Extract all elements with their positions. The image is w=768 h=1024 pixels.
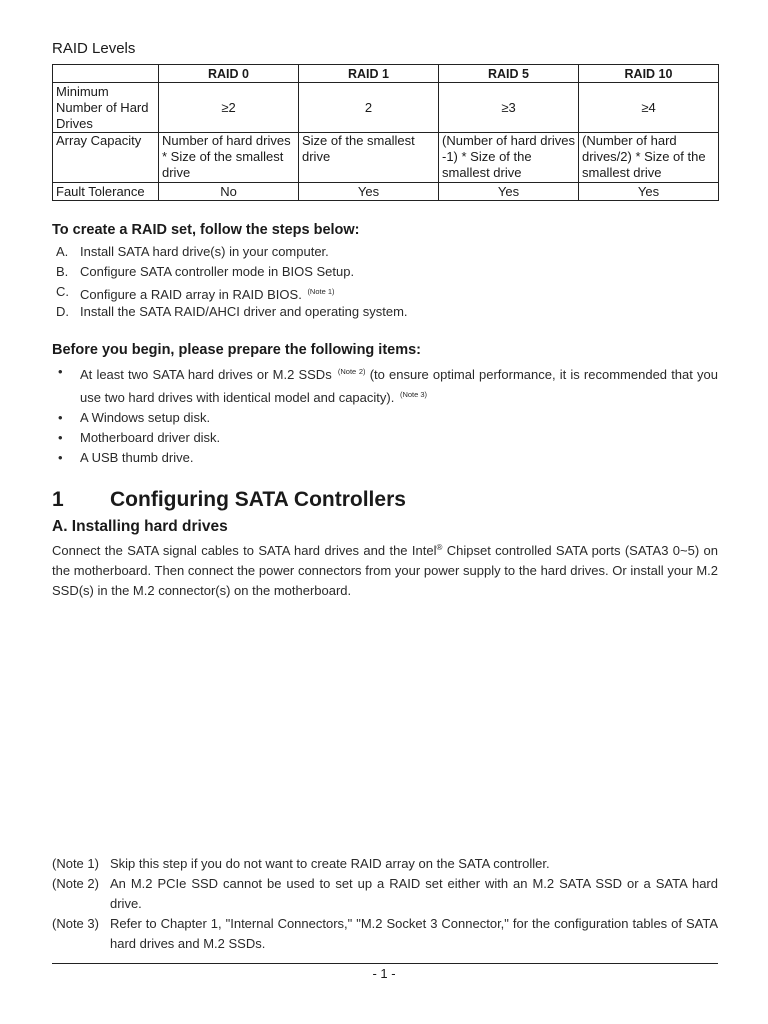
- table-row: [53, 183, 719, 201]
- list-text-part: At least two SATA hard drives or M.2 SSDs: [80, 367, 332, 382]
- footnote: [52, 914, 718, 954]
- list-text-part: (to ensure optimal performance, it is recommended that you use two hard drives with identical model and capacity).: [80, 367, 718, 405]
- note-reference: (Note 2): [337, 367, 366, 376]
- footnote-text: An M.2 PCIe SSD cannot be used to set up a RAID set either with an M.2 SATA SSD or a SATA hard drive.: [110, 876, 718, 911]
- bullet-marker: •: [58, 364, 63, 379]
- list-text: Install SATA hard drive(s) in your computer.: [80, 244, 329, 259]
- table-header-cell: RAID 0: [159, 65, 299, 83]
- table-cell: ≥2: [159, 83, 299, 133]
- list-text: A USB thumb drive.: [80, 450, 194, 465]
- table-row: [53, 133, 719, 183]
- section-title: Configuring SATA Controllers: [110, 488, 406, 511]
- footnote: [52, 854, 718, 874]
- list-text: Install the SATA RAID/AHCI driver and operating system.: [80, 304, 408, 319]
- table-header-cell: RAID 1: [299, 65, 439, 83]
- table-cell: ≥3: [439, 83, 579, 133]
- raid-levels-heading: RAID Levels: [52, 40, 136, 57]
- table-cell: Size of the smallest drive: [299, 133, 439, 183]
- footnote-text: Skip this step if you do not want to create RAID array on the SATA controller.: [110, 856, 550, 871]
- list-text: [80, 362, 718, 408]
- steps-list: [52, 242, 718, 322]
- list-item: [52, 242, 718, 262]
- body-paragraph: [52, 538, 718, 601]
- row-label: Minimum Number of Hard Drives: [53, 83, 159, 133]
- footnote-label: (Note 1): [52, 856, 99, 871]
- paragraph-text: Chipset controlled SATA ports (SATA3 0~5) on the motherboard. Then connect the power connectors from your power supply to the hard drives. Or install your M.2 SSD(s) in the M.2 connector(s) on the motherboard.: [52, 543, 718, 598]
- section-heading: [52, 488, 406, 512]
- row-label: Array Capacity: [53, 133, 159, 183]
- footnote-text: Refer to Chapter 1, "Internal Connectors," "M.2 Socket 3 Connector," for the configuration tables of SATA hard drives and M.2 SSDs.: [110, 916, 718, 951]
- table-header-cell: RAID 10: [579, 65, 719, 83]
- raid-levels-table: [52, 64, 719, 201]
- table-cell: Yes: [299, 183, 439, 201]
- footnote: [52, 874, 718, 914]
- list-marker: D.: [56, 304, 69, 319]
- list-item: [52, 262, 718, 282]
- table-cell: 2: [299, 83, 439, 133]
- table-cell: ≥4: [579, 83, 719, 133]
- list-text: A Windows setup disk.: [80, 410, 211, 425]
- prepare-list: [52, 362, 718, 468]
- list-text: Configure SATA controller mode in BIOS Setup.: [80, 264, 355, 279]
- list-item: [52, 282, 718, 302]
- footnote-label: (Note 3): [52, 916, 99, 931]
- list-text: Motherboard driver disk.: [80, 430, 221, 445]
- footer-divider: [52, 963, 718, 964]
- list-item: [52, 428, 718, 448]
- bullet-marker: •: [58, 410, 63, 425]
- prepare-heading: Before you begin, please prepare the following items:: [52, 342, 422, 358]
- list-item: [52, 448, 718, 468]
- subsection-heading: A. Installing hard drives: [52, 518, 228, 535]
- table-header-row: [53, 65, 719, 83]
- note-reference: (Note 1): [307, 287, 335, 296]
- row-label: Fault Tolerance: [53, 183, 159, 201]
- table-cell: (Number of hard drives -1) * Size of the smallest drive: [439, 133, 579, 183]
- note-reference: (Note 3): [399, 390, 428, 399]
- list-item: [52, 362, 718, 408]
- steps-heading: To create a RAID set, follow the steps below:: [52, 222, 360, 238]
- footnote-label: (Note 2): [52, 876, 99, 891]
- table-cell: Yes: [579, 183, 719, 201]
- section-number: 1: [52, 488, 64, 511]
- list-item: [52, 408, 718, 428]
- table-cell: No: [159, 183, 299, 201]
- footnotes: [52, 854, 718, 954]
- table-header-cell: [53, 65, 159, 83]
- list-marker: A.: [56, 244, 69, 259]
- bullet-marker: •: [58, 430, 63, 445]
- page-number: - 1 -: [372, 966, 396, 981]
- list-text: Configure a RAID array in RAID BIOS.: [80, 287, 302, 302]
- table-cell: Number of hard drives * Size of the smallest drive: [159, 133, 299, 183]
- table-header-cell: RAID 5: [439, 65, 579, 83]
- table-cell: (Number of hard drives/2) * Size of the smallest drive: [579, 133, 719, 183]
- list-marker: B.: [56, 264, 69, 279]
- list-item: [52, 302, 718, 322]
- paragraph-text: Connect the SATA signal cables to SATA hard drives and the Intel: [52, 543, 437, 558]
- registered-mark: ®: [436, 543, 443, 552]
- table-row: [53, 83, 719, 133]
- table-cell: Yes: [439, 183, 579, 201]
- bullet-marker: •: [58, 450, 63, 465]
- list-marker: C.: [56, 284, 69, 299]
